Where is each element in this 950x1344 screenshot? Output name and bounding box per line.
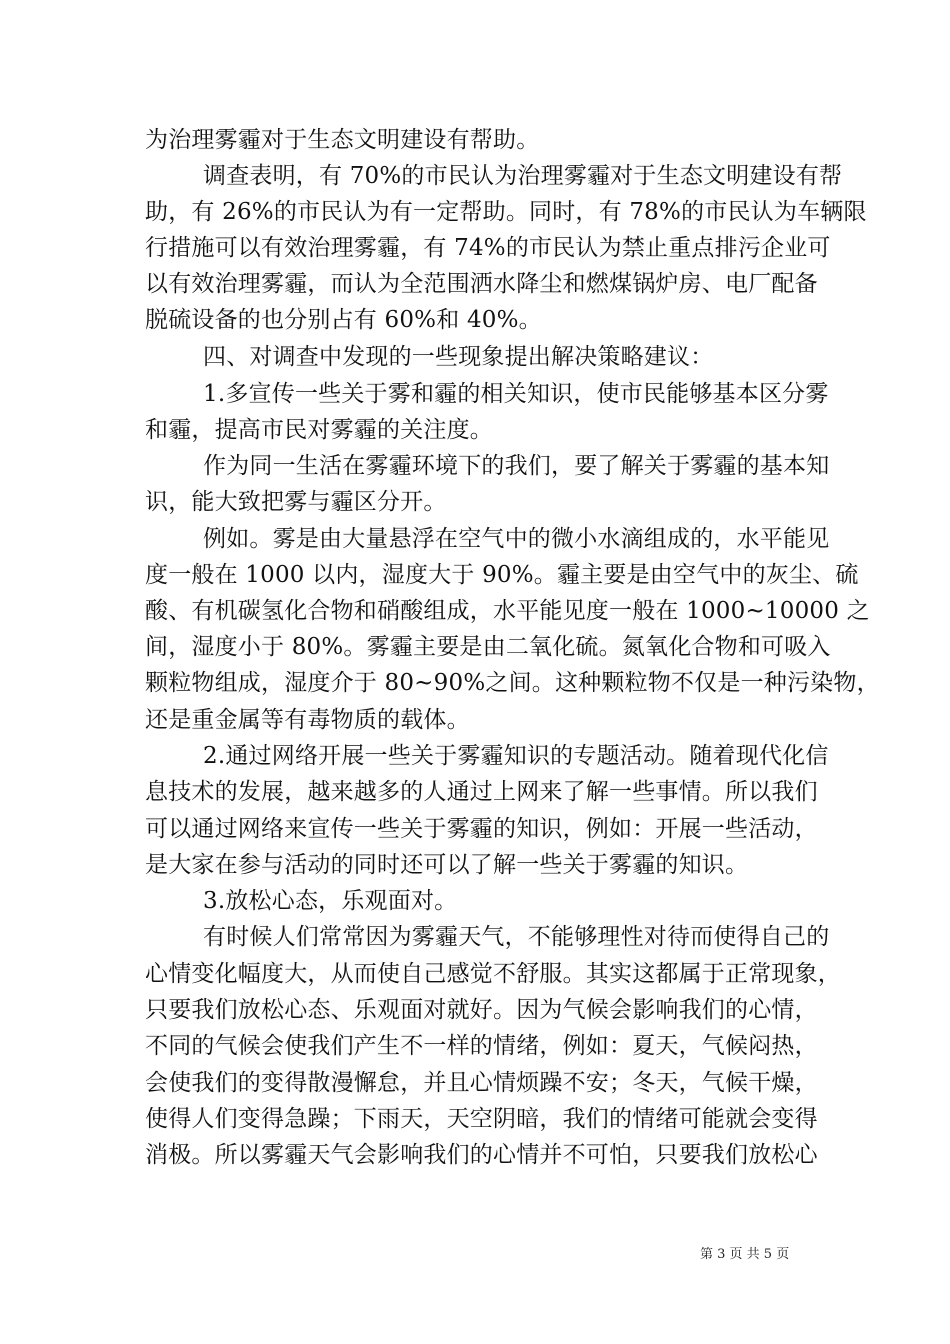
body-text-line: 助，有 26%的市民认为有一定帮助。同时，有 78%的市民认为车辆限 (145, 199, 867, 225)
list-item-1-line: 和霾，提高市民对雾霾的关注度。 (145, 417, 493, 443)
section-heading: 四、对调查中发现的一些现象提出解决策略建议： (203, 344, 714, 370)
body-text-line: 识，能大致把雾与霾区分开。 (145, 489, 447, 515)
body-text-line: 只要我们放松心态、乐观面对就好。因为气候会影响我们的心情， (145, 997, 818, 1023)
body-text-line: 间，湿度小于 80%。雾霾主要是由二氧化硫。氮氧化合物和可吸入 (145, 634, 831, 660)
body-text-line: 颗粒物组成，湿度介于 80~90%之间。这种颗粒物不仅是一种污染物， (145, 670, 880, 696)
list-item-2-line: 2.通过网络开展一些关于雾霾知识的专题活动。随着现代化信 (203, 743, 829, 769)
list-item-1-line: 1.多宣传一些关于雾和霾的相关知识，使市民能够基本区分雾 (203, 381, 829, 407)
body-text-line: 行措施可以有效治理雾霾，有 74%的市民认为禁止重点排污企业可 (145, 235, 831, 261)
list-item-3-line: 3.放松心态，乐观面对。 (203, 888, 458, 914)
body-text-line: 使得人们变得急躁；下雨天，天空阴暗，我们的情绪可能就会变得 (145, 1106, 818, 1132)
body-text-line: 会使我们的变得散漫懈怠，并且心情烦躁不安；冬天，气候干燥， (145, 1070, 818, 1096)
list-item-2-line: 可以通过网络来宣传一些关于雾霾的知识，例如：开展一些活动， (145, 816, 818, 842)
body-text-line: 消极。所以雾霾天气会影响我们的心情并不可怕，只要我们放松心 (145, 1142, 818, 1168)
list-item-2-line: 息技术的发展，越来越多的人通过上网来了解一些事情。所以我们 (145, 779, 818, 805)
body-text-line: 不同的气候会使我们产生不一样的情绪，例如：夏天，气候闷热， (145, 1033, 818, 1059)
paragraph-first-line: 调查表明，有 70%的市民认为治理雾霾对于生态文明建设有帮 (203, 163, 843, 189)
body-text-line: 为治理雾霾对于生态文明建设有帮助。 (145, 127, 540, 153)
paragraph-first-line: 例如。雾是由大量悬浮在空气中的微小水滴组成的，水平能见 (203, 526, 830, 552)
body-text-line: 还是重金属等有毒物质的载体。 (145, 707, 470, 733)
body-text-line: 心情变化幅度大，从而使自己感觉不舒服。其实这都属于正常现象， (145, 961, 841, 987)
list-item-2-line: 是大家在参与活动的同时还可以了解一些关于雾霾的知识。 (145, 852, 749, 878)
body-text-line: 脱硫设备的也分别占有 60%和 40%。 (145, 307, 542, 333)
body-text-line: 酸、有机碳氢化合物和硝酸组成，水平能见度一般在 1000~10000 之 (145, 598, 870, 624)
paragraph-first-line: 有时候人们常常因为雾霾天气，不能够理性对待而使得自己的 (203, 924, 830, 950)
body-text-line: 以有效治理雾霾，而认为全范围洒水降尘和燃煤锅炉房、电厂配备 (145, 271, 818, 297)
body-text-line: 度一般在 1000 以内，湿度大于 90%。霾主要是由空气中的灰尘、硫 (145, 562, 859, 588)
page-number-footer: 第 3 页 共 5 页 (700, 1247, 790, 1262)
paragraph-first-line: 作为同一生活在雾霾环境下的我们，要了解关于雾霾的基本知 (203, 453, 830, 479)
